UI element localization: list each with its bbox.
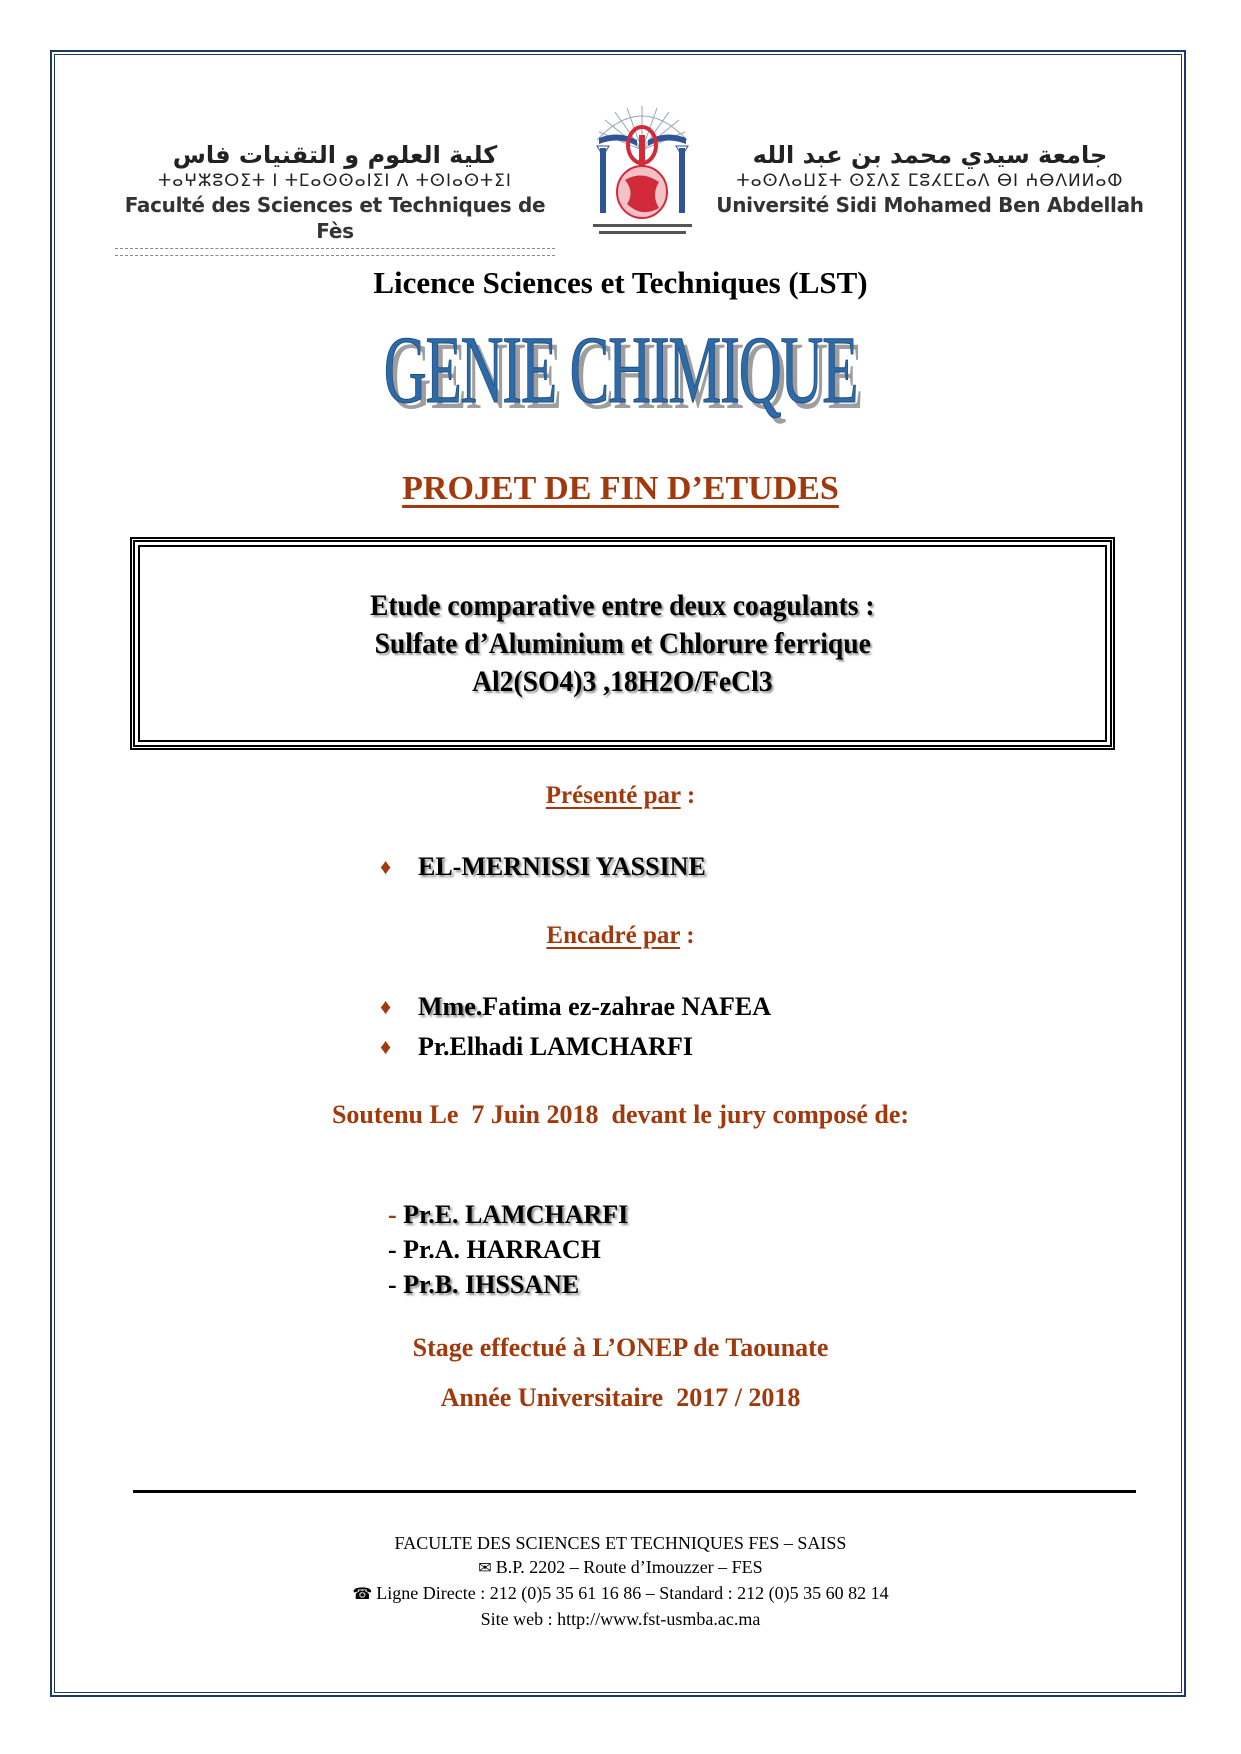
footer-divider xyxy=(133,1490,1136,1493)
presented-by-label xyxy=(0,782,1241,810)
thesis-title-line-2: Sulfate d’Aluminium et Chlorure ferrique xyxy=(374,626,871,660)
presented-by-text: Présenté par xyxy=(545,782,681,809)
footer-website[interactable]: Site web : http://www.fst-usmba.ac.ma xyxy=(480,1609,761,1629)
jury-member-name: Pr.A. HARRACH xyxy=(403,1235,601,1264)
supervisor-prefix: Mme. xyxy=(418,992,483,1021)
footer-contact xyxy=(0,1531,1241,1631)
student-item xyxy=(380,852,706,882)
defense-statement: Soutenu Le 7 Juin 2018 devant le jury composé de: xyxy=(331,1100,910,1129)
footer-address: B.P. 2202 – Route d’Imouzzer – FES xyxy=(495,1557,763,1577)
academic-year: Année Universitaire 2017 / 2018 xyxy=(440,1383,801,1412)
university-emblem-icon xyxy=(585,100,700,245)
diamond-bullet-icon: ♦ xyxy=(380,854,392,879)
faculty-name-latin: Faculté des Sciences et Techniques de Fès xyxy=(124,193,546,243)
footer-address-row xyxy=(0,1555,1241,1581)
jury-dash: - xyxy=(388,1270,404,1299)
university-name-arabic: جامعة سيدي محمد بن عبد الله xyxy=(752,141,1108,169)
thesis-title-line-3: Al2(SO4)3 ,18H2O/FeCl3 xyxy=(472,664,773,698)
supervised-by-text: Encadré par xyxy=(546,922,680,949)
program-name: Licence Sciences et Techniques (LST) xyxy=(373,265,868,300)
jury-member-name: Pr.E. LAMCHARFI xyxy=(403,1200,629,1229)
document-type-heading xyxy=(0,470,1241,508)
footer-phone-row xyxy=(0,1581,1241,1607)
supervisor-name: Fatima ez-zahrae NAFEA xyxy=(482,992,772,1021)
supervised-by-label xyxy=(0,922,1241,950)
jury-dash: - xyxy=(388,1235,404,1264)
thesis-title-inner xyxy=(138,545,1107,742)
faculty-name-arabic: كلية العلوم و التقنيات فاس xyxy=(172,141,498,169)
thesis-title-line-1: Etude comparative entre deux coagulants : xyxy=(370,588,875,622)
jury-member xyxy=(375,1240,579,1300)
mailbox-icon: ✉ xyxy=(478,1560,492,1577)
university-name-tifinagh: ⵜⴰⵙⴷⴰⵡⵉⵜ ⵙⵉⴷⵉ ⵎⵓⵃⵎⵎⴰⴷ ⴱⵏ ⵄⴱⴷⵍⵍⴰⵀ xyxy=(736,171,1124,191)
thesis-title-box xyxy=(130,537,1115,750)
footer-institution: FACULTE DES SCIENCES ET TECHNIQUES FES – SAISS xyxy=(394,1533,847,1553)
faculty-decorative-rule xyxy=(115,248,555,256)
university-logo xyxy=(585,100,700,245)
jury-dash: - xyxy=(388,1200,404,1229)
supervisor-name: Pr.Elhadi LAMCHARFI xyxy=(418,1032,693,1061)
document-type-text: PROJET DE FIN D’ETUDES xyxy=(402,470,839,507)
telephone-icon: ☎ xyxy=(352,1586,373,1603)
supervisor-item xyxy=(380,1032,693,1062)
university-name-latin: Université Sidi Mohamed Ben Abdellah xyxy=(716,193,1144,217)
department-wordart: GENIE CHIMIQUE xyxy=(383,316,858,423)
jury-member-name: Pr.B. IHSSANE xyxy=(403,1270,580,1299)
diamond-bullet-icon: ♦ xyxy=(380,1034,392,1059)
internship-location: Stage effectué à L’ONEP de Taounate xyxy=(412,1333,829,1362)
student-name: EL-MERNISSI YASSINE xyxy=(418,852,706,881)
faculty-name-tifinagh: ⵜⴰⵖⵣⵓⵔⵉⵜ ⵏ ⵜⵎⴰⵙⵙⴰⵏⵉⵏ ⴷ ⵜⵙⵏⴰⵙⵜⵉⵏ xyxy=(158,171,512,191)
faculty-header xyxy=(110,140,560,256)
supervisor-item xyxy=(380,992,771,1022)
university-header xyxy=(710,140,1150,218)
diamond-bullet-icon: ♦ xyxy=(380,994,392,1019)
footer-phone: Ligne Directe : 212 (0)5 35 61 16 86 – Standard : 212 (0)5 35 60 82 14 xyxy=(376,1583,889,1603)
supervised-by-colon: : xyxy=(680,922,695,949)
presented-by-colon: : xyxy=(680,782,696,809)
